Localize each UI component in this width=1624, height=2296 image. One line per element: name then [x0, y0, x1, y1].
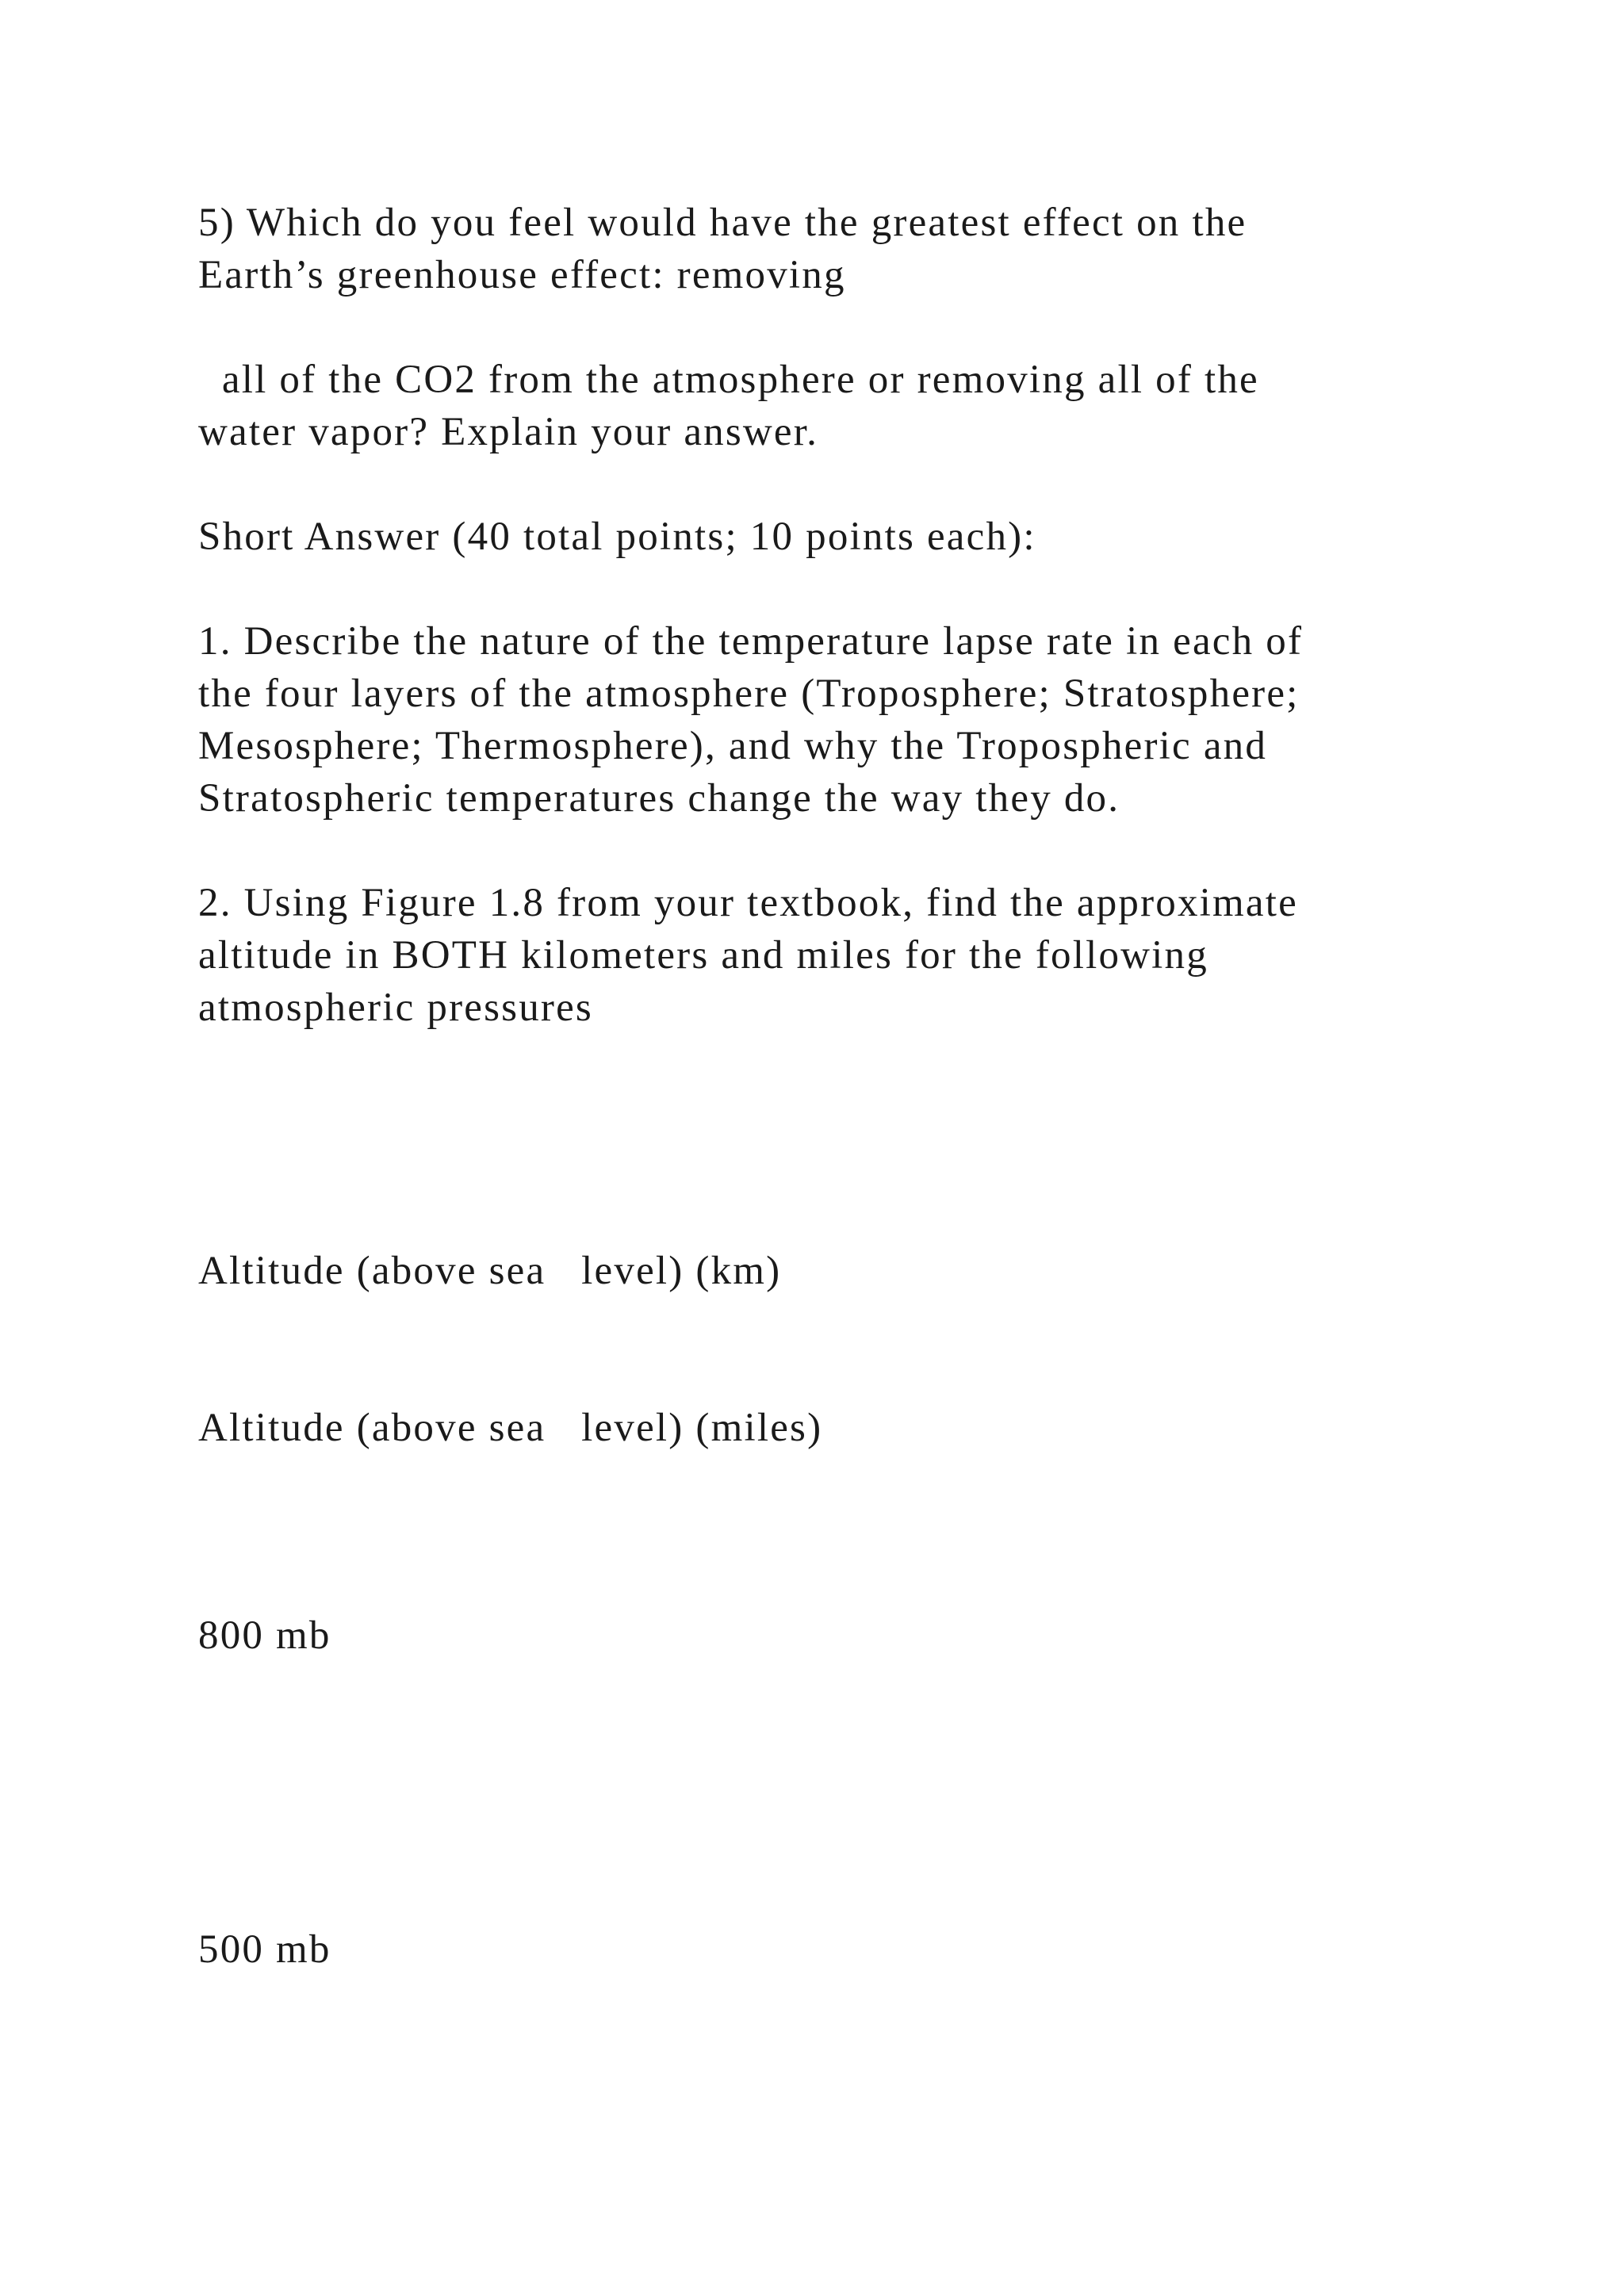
table-row-800-mb: 800 mb: [198, 1613, 331, 1658]
short-answer-q2-line-2: altitude in BOTH kilometers and miles for the following: [198, 933, 1208, 978]
short-answer-q2-line-3: atmospheric pressures: [198, 985, 593, 1030]
short-answer-q1-line-1: 1. Describe the nature of the temperature lapse rate in each of: [198, 619, 1304, 664]
table-column-altitude-km: Altitude (above sea level) (km): [198, 1249, 782, 1293]
question-5-line-4: water vapor? Explain your answer.: [198, 410, 819, 454]
table-column-altitude-miles: Altitude (above sea level) (miles): [198, 1406, 823, 1450]
short-answer-q1-line-2: the four layers of the atmosphere (Troposphere; Stratosphere;: [198, 672, 1300, 716]
short-answer-q2-line-1: 2. Using Figure 1.8 from your textbook, find the approximate: [198, 881, 1298, 925]
table-row-500-mb: 500 mb: [198, 1927, 331, 1972]
question-5-line-1: 5) Which do you feel would have the greatest effect on the: [198, 201, 1247, 245]
question-5-line-3: all of the CO2 from the atmosphere or removing all of the: [198, 358, 1259, 402]
question-5-line-2: Earth’s greenhouse effect: removing: [198, 253, 846, 297]
short-answer-q1-line-3: Mesosphere; Thermosphere), and why the Tropospheric and: [198, 724, 1268, 768]
short-answer-q1-line-4: Stratospheric temperatures change the way they do.: [198, 776, 1120, 821]
short-answer-heading: Short Answer (40 total points; 10 points each):: [198, 515, 1036, 559]
